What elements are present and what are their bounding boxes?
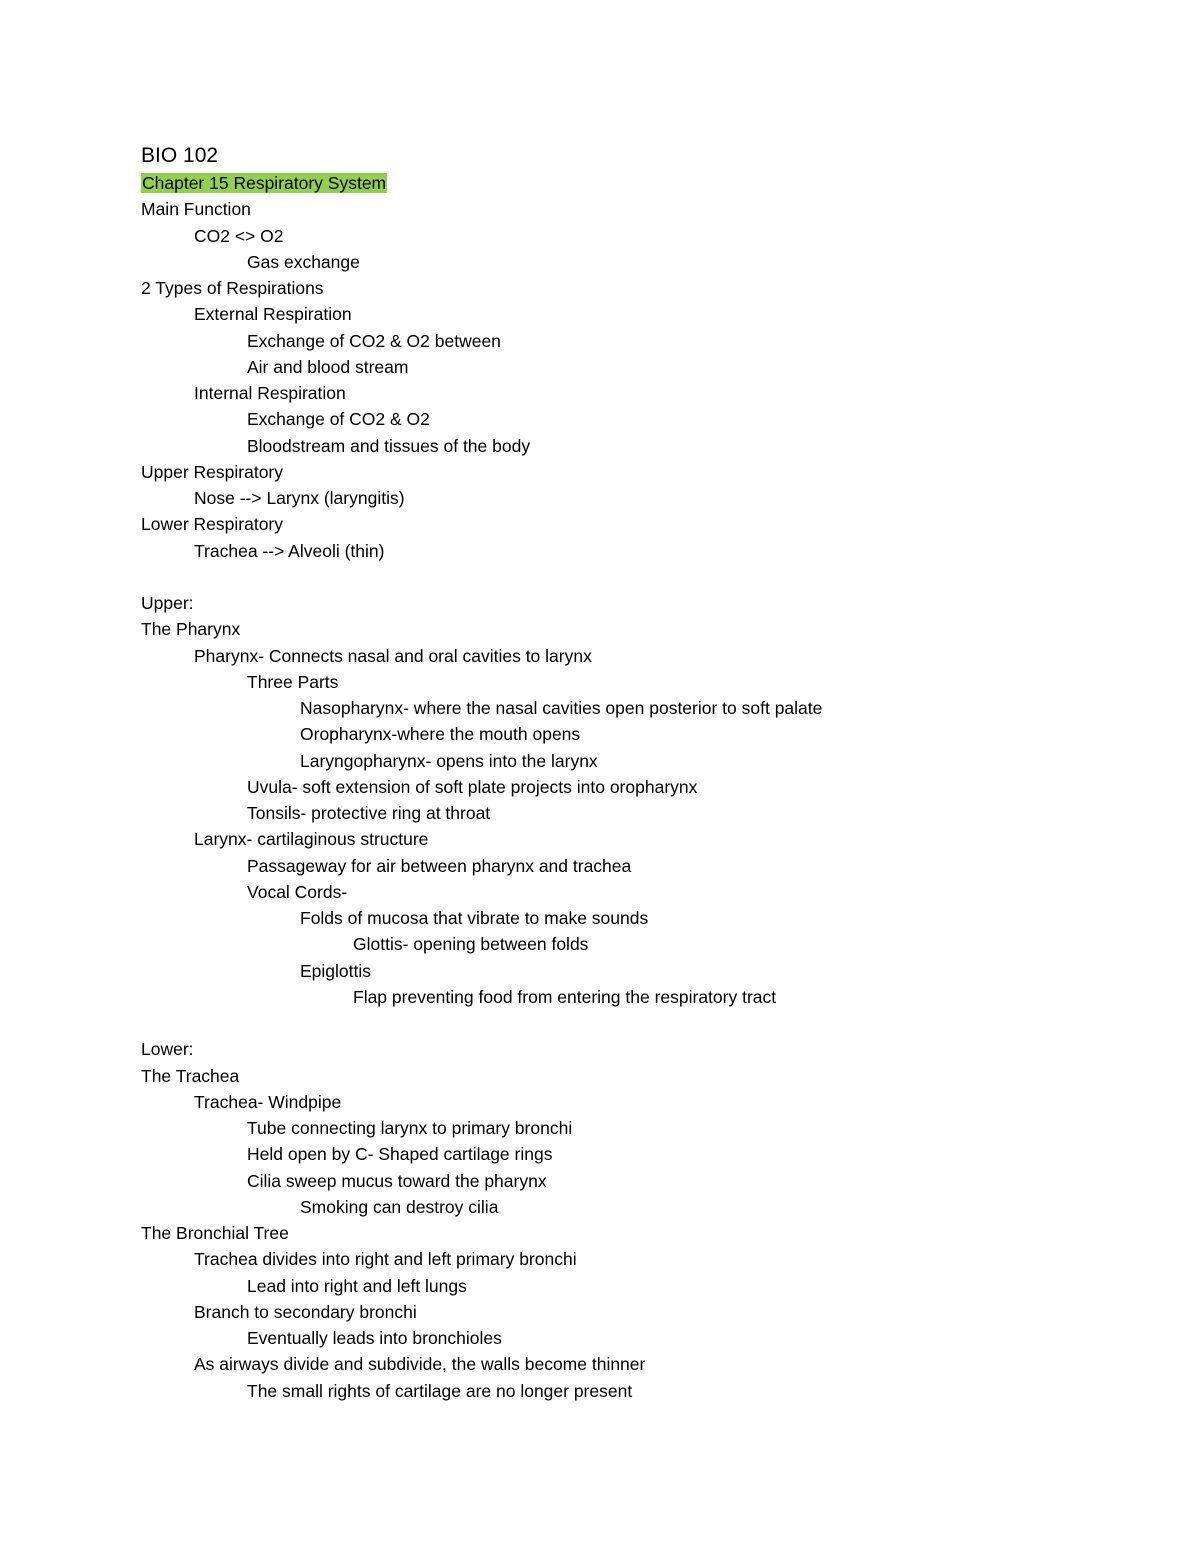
outline-item: Lower: xyxy=(141,1039,194,1060)
outline-item: Epiglottis xyxy=(300,960,372,981)
outline-item: Smoking can destroy cilia xyxy=(300,1196,499,1217)
outline-item: Three Parts xyxy=(247,671,339,692)
outline-item: Uvula- soft extension of soft plate projects into oropharynx xyxy=(247,776,698,797)
outline-item: Nasopharynx- where the nasal cavities open posterior to soft palate xyxy=(300,698,823,718)
outline-item: Passageway for air between pharynx and trachea xyxy=(247,855,632,876)
outline-item: External Respiration xyxy=(194,304,352,325)
outline-item: Gas exchange xyxy=(247,251,360,272)
outline-item: Lead into right and left lungs xyxy=(247,1275,467,1296)
outline-item: Bloodstream and tissues of the body xyxy=(247,435,531,456)
outline-item: Air and blood stream xyxy=(247,356,409,377)
outline-item: 2 Types of Respirations xyxy=(141,278,324,298)
outline-item: As airways divide and subdivide, the walls become thinner xyxy=(194,1354,646,1375)
outline-item: Larynx- cartilaginous structure xyxy=(194,829,429,850)
document-title: BIO 102 xyxy=(141,144,219,167)
outline-item: Lower Respiratory xyxy=(141,514,283,535)
outline-item: Exchange of CO2 & O2 xyxy=(247,409,430,430)
outline-item: Upper Respiratory xyxy=(141,461,283,482)
blank-line xyxy=(141,564,822,590)
outline-item: Pharynx- Connects nasal and oral cavities to larynx xyxy=(194,645,592,666)
outline-item: The Bronchial Tree xyxy=(141,1223,289,1243)
outline-item: The Trachea xyxy=(141,1065,240,1086)
outline-item: Exchange of CO2 & O2 between xyxy=(247,330,501,351)
chapter-heading xyxy=(141,170,822,196)
outline-item: Trachea --> Alveoli (thin) xyxy=(194,540,385,561)
outline-item: Tonsils- protective ring at throat xyxy=(247,803,491,823)
outline-item: Eventually leads into bronchioles xyxy=(247,1328,502,1348)
outline-item: Main Function xyxy=(141,199,251,220)
outline-item: Folds of mucosa that vibrate to make sounds xyxy=(300,908,649,928)
outline-item: Glottis- opening between folds xyxy=(353,934,589,955)
outline-item: Tube connecting larynx to primary bronchi xyxy=(247,1118,573,1138)
outline-item: Internal Respiration xyxy=(194,383,346,403)
outline-item: Laryngopharynx- opens into the larynx xyxy=(300,750,598,771)
outline-item: Trachea- Windpipe xyxy=(194,1091,342,1112)
notes-outline xyxy=(141,170,822,1404)
outline-item: Oropharynx-where the mouth opens xyxy=(300,724,581,745)
outline-item: The small rights of cartilage are no longer present xyxy=(247,1380,633,1401)
outline-item: Cilia sweep mucus toward the pharynx xyxy=(247,1170,547,1191)
outline-item: CO2 <> O2 xyxy=(194,225,284,246)
outline-item: The Pharynx xyxy=(141,619,241,640)
outline-item: Flap preventing food from entering the respiratory tract xyxy=(353,986,777,1007)
outline-item: Upper: xyxy=(141,593,194,613)
blank-line xyxy=(141,1010,822,1036)
outline-item: Vocal Cords- xyxy=(247,881,348,902)
outline-item: Nose --> Larynx (laryngitis) xyxy=(194,488,405,508)
chapter-highlight: Chapter 15 Respiratory System xyxy=(142,173,387,193)
outline-item: Trachea divides into right and left primary bronchi xyxy=(194,1249,577,1270)
outline-item: Held open by C- Shaped cartilage rings xyxy=(247,1144,553,1165)
outline-item: Branch to secondary bronchi xyxy=(194,1301,417,1322)
